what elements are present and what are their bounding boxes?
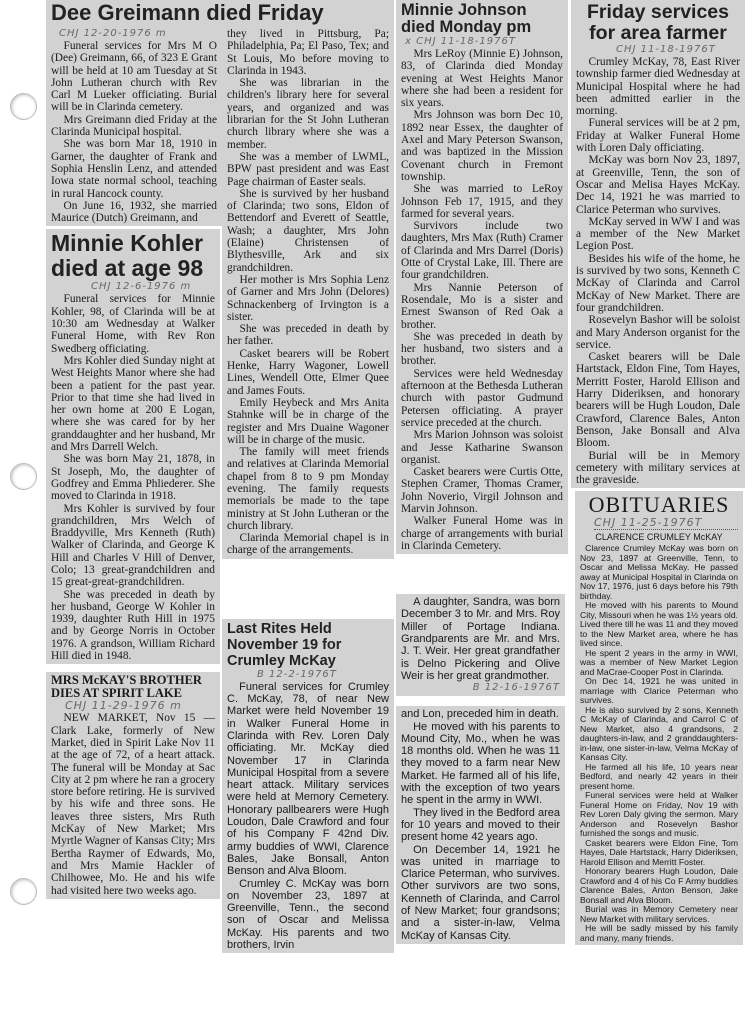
paragraph: Besides his wife of the home, he is survived by two sons, Kenneth C McKay of Clarinda and Carrol McKay of New Market. There are four grandchildren. [576,252,740,314]
paragraph: The family will meet friends and relatives at Clarinda Memorial chapel from 8 to 9 pm Monday evening. The family requests memorials be made to the tape ministry at St John Lutheran or the church library. [227,446,389,532]
article-text [401,596,560,682]
paragraph: Casket bearers will be Robert Henke, Harry Wagoner, Lowell Lines, Wendell Otte, Elmer Quee and James Fouts. [227,347,389,397]
date-note: CHJ 11-18-1976T [616,44,716,55]
article-text [401,708,560,942]
paragraph: She is survived by her husband of Clarinda; two sons, Eldon of Bettendorf and Everett of Seattle, Wash; a daughter, Mrs John (Elaine) Christensen of Blythesville, Ark and six grandchildren. [227,187,389,274]
paragraph: Crumley C. McKay was born on November 23, 1897 at Greenville, Tenn., the second son of Oscar and Melissa McKay. His parents and two brothers, Irvin [227,877,389,951]
paragraph: Honorary bearers Hugh Loudon, Dale Crawford and 4 of his Co F Army buddies Clarence Bales, Anton Benson, Jake Bonsall and Alva Bloom. [580,866,738,905]
paragraph: Mrs Greimann died Friday at the Clarinda Municipal hospital. [51,113,217,139]
paragraph: He farmed all his life, 10 years near Bedford, and nearly 42 years in their present home. [580,761,738,791]
date-note: CHJ 11-25-1976T [594,517,738,530]
column-2 [222,26,394,953]
article-text [576,56,740,486]
paragraph: Clarinda Memorial chapel is in charge of the arrangements. [227,532,389,557]
clipping-last-rites [222,619,394,954]
clipping-obituaries [575,491,743,945]
paragraph: Services were held Wednesday afternoon at the Bethesda Lutheran church with pastor Gudmund Petersen officiating. A prayer service preceded at the church. [401,367,563,429]
paragraph: Rosevelyn Bashor will be soloist and Mary Anderson organist for the service. [576,314,740,351]
article-text [227,28,389,557]
paragraph: Clarence Crumley McKay was born on Nov 23, 1897 at Greenville, Tenn, to Oscar and Melissa McKay. He passed away at Municipal Hospital in Clarinda on Nov 17, 1976, just 6 days before his 79th birthday. [580,543,738,601]
paragraph: He moved with his parents to Mound City, Missouri when he was 1½ years old. Lived there till he was 11 and they moved to the New Market area, where he has lived since. [580,600,738,649]
last-rites-col2 [396,706,565,944]
paragraph: Funeral services will be at 2 pm, Friday at Walker Funeral Home with Loren Daly officiating. [576,117,740,155]
date-note: CHJ 12-20-1976 m [59,28,167,39]
paragraph: Mrs Johnson was born Dec 10, 1892 near Essex, the daughter of Axel and Mary Peterson Swanson, and was baptized in the Mission Covenant church in Fremont township. [401,109,563,183]
paragraph: Funeral services were held at Walker Funeral Home on Friday, Nov 19 with Rev Loren Daly giving the sermon. Mary Anderson and Rosevelyn Bashor furnished the songs and music. [580,790,738,839]
binder-hole [10,463,37,490]
paragraph: He will be sadly missed by his family and many, many friends. [580,923,738,943]
paragraph: Burial was in Memory Cemetery near New Market with military services. [580,904,738,924]
paragraph: NEW MARKET, Nov 15 — Clark Lake, formerly of New Market, died in Spirit Lake Nov 11 at the age of 72, of a heart attack. The funeral will be Monday at Sac City at 2 pm where he ran a grocery store before retiring. He is survived by his wife and three sons. He leaves three sisters, Mrs Ruth McKay of New Market; Mrs Myrtle Wagner of Kansas City; Mrs Bertha Raymer of Edwards, Mo, and Mrs Mamie Hackler of Chilhowee, Mo. He and his wife had visited here two weeks ago. [51,712,215,897]
paragraph: She was married to LeRoy Johnson Feb 17, 1915, and they farmed for several years. [401,183,563,220]
paragraph: On Dec 14, 1921 he was united in marriage with Clarice Peterman who survives. [580,676,738,706]
date-note: B 12-2-1976T [257,668,337,680]
greimann-headline-strip [46,0,394,26]
paragraph: McKay was born Nov 23, 1897, at Greenville, Tenn, the son of Oscar and Melisa Hayes McKay. Dec 14, 1921 he was married to Clarice Peterman who survives. [576,154,740,216]
date-note: B 12-16-1976T [472,682,560,694]
clipping-johnson [396,0,568,554]
paragraph: Casket bearers were Eldon Fine, Tom Hayes, Dale Hartstack, Harry Dideriksen, Harold Ellison and Merritt Foster. [580,837,738,867]
paragraph: She was preceded in death by her husband, two sisters and a brother. [401,330,563,368]
article-text [51,712,215,896]
paragraph: Casket bearers will be Dale Hartstack, Eldon Fine, Tom Hayes, Merritt Foster, Harold Ellison and Harry Dideriksen, and honorary bearers will be Hugh Loudon, Dale Crawford, Clarence Bales, Anton Benson, Jake Bonsall and Alva Bloom. [576,351,740,450]
paragraph: Mrs Marion Johnson was soloist and Jesse Katharine Swanson organist. [401,429,563,466]
paragraph: Mrs Kohler is survived by four grandchildren, Mrs Welch of Braddyville, Mrs Kenneth (Ruth) Walker of Clarinda, and George K Hill and Charles V Hill of Denver, Colo; 13 great-grandchildren and 15 great-great-grandchildren. [51,502,215,589]
headline: MRS McKAY'S BROTHER DIES AT SPIRIT LAKE [51,673,202,701]
paragraph: She was preceded in death by her husband, George W Kohler in 1939, daughter Ruth Hill in 1975 and by George Norris in October 1976. A grandson, William Richard Hill died in 1948. [51,588,215,663]
paragraph: He moved with his parents to Mound City, Mo., when he was 18 months old. When he was 11 they moved to a farm near New Market. He farmed all of his life, with the exception of two years he spent in the army in WWI. [401,720,560,807]
headline: Minnie Kohler died at age 98 [51,230,204,282]
paragraph: Mrs LeRoy (Minnie E) Johnson, 83, of Clarinda died Monday evening at West Heights Manor where she had been a resident for six years. [401,48,563,110]
paragraph: A daughter, Sandra, was born December 3 to Mr. and Mrs. Roy Miller of Portage Indiana. Grandparents are Mr. and Mrs. J. T. Weir. Her great grandfather is Delno Pickering and Olive Weir is her great grandmother. [401,596,560,682]
date-note: CHJ 12-6-1976 m [91,281,192,293]
article-text [580,544,738,943]
binder-hole [10,93,37,120]
paragraph: Mrs Nannie Peterson of Rosendale, Mo is a sister and Ernest Swanson of Red Oak a brother. [401,281,563,331]
clipping-spirit-lake [46,672,220,898]
paragraph: Burial will be in Memory cemetery with military services at the graveside. [576,449,740,487]
paragraph: McKay served in WW I and was a member of the New Market Legion Post. [576,215,740,253]
paragraph: On December 14, 1921 he was united in marriage to Clarice Peterman, who survives. Other survivors are two sons, Kenneth of Clarinda, and Carrol of New Market; four grandsons; and a sister-in-law, Velma McKay of Kansas City. [401,843,560,942]
date-note: CHJ 11-29-1976 m [65,699,182,713]
greimann-col1 [46,26,222,226]
clipping-birth-sandra [396,594,565,696]
column-3 [396,0,568,944]
headline: Last Rites Held November 19 for Crumley McKay [227,620,342,669]
paragraph: He is also survived by 2 sons, Kenneth C McKay of Clarinda, and Carrol C of New Market, also 4 grandsons, 2 daughters-in-law, and 2 granddaughters-in-law, one sister-in-law, Velma McKay of Kansas City. [580,704,738,763]
paragraph: they lived in Pittsburg, Pa; Philadelphia, Pa; El Paso, Tex; and St Louis, Mo before moving to Clarinda in 1943. [227,28,389,77]
headline: Friday services for area farmer [586,1,729,44]
paragraph: On June 16, 1932, she married Maurice (Dutch) Greimann, and [51,199,217,225]
article-text [227,681,389,952]
paragraph: She was a member of LWML, BPW past president and was East Page chairman of Easter seals. [227,150,389,188]
paragraph: They lived in the Bedford area for 10 years and moved to their present home 42 years ago. [401,806,560,844]
paragraph: Funeral services for Mrs M O (Dee) Greimann, 66, of 323 E Grant will be held at 10 am Tuesday at St John Lutheran church with Rev Carl M Lueker officiating. Burial will be in Clarinda cemetery. [51,40,217,114]
paragraph: Walker Funeral Home was in charge of arrangements with burial in Clarinda Cemetery. [401,515,563,552]
paragraph: Casket bearers were Curtis Otte, Stephen Cramer, Thomas Cramer, John Noverio, Virgil Johnson and Marvin Johnson. [401,466,563,515]
paragraph: and Lon, preceded him in death. [401,708,559,721]
paragraph: She was born Mar 18, 1910 in Garner, the daughter of Frank and Sophia Henslin Lenz, and attended Iowa state normal school, teaching in rural Hancock county. [51,138,217,200]
binder-hole [10,878,37,905]
paragraph: Mrs Kohler died Sunday night at West Heights Manor where she had been a patient for the past year. Prior to that time she had lived in her own home at 200 E Logan, where she was cared for by her granddaughter and her husband, Mr and Mrs Darrell Welch. [51,354,215,454]
clipping-friday-services [571,0,745,488]
paragraph: She was librarian in the children's library here for several years, and organized and was librarian for the St John Lutheran church library where she was a member. [227,77,389,151]
clipping-kohler [46,229,220,664]
article-text [51,293,215,662]
paragraph: He spent 2 years in the army in WWI, was a member of New Market Legion and MaCrae-Cooper Post in Clarinda. [580,647,738,677]
paragraph: Her mother is Mrs Sophia Lenz of Garner and Mrs John (Delores) Schnackenberg of Irvington is a sister. [227,273,389,323]
greimann-col2 [222,26,394,559]
column-4 [571,0,745,945]
headline: OBITUARIES [588,492,730,518]
paragraph: She was born May 21, 1878, in St Joseph, Mo, the daughter of Godfrey and Emma Phliederer. She moved to Clarinda in 1918. [51,453,215,503]
paragraph: Funeral services for Crumley C. McKay, 78, of near New Market were held November 19 in Walker Funeral Home in Clarinda with Rev. Loren Daly officiating. Mr. McKay died November 17 in Clarinda Municipal Hospital from a severe heart attack. Military services were held at Memory Cemetery. Honorary pallbearers were Hugh Loudon, Dale Crawford and four of his Company F 42nd Div. army buddies of WWI, Clarence Bales, Jake Bonsall, Anton Benson and Alva Bloom. [227,680,389,878]
paragraph: Funeral services for Minnie Kohler, 98, of Clarinda will be at 10:30 am Wednesday at Walker Funeral Home, with Rev Ron Swedberg officiating. [51,293,215,355]
paragraph: Crumley McKay, 78, East River township farmer died Wednesday at Municipal Hospital where he had been admitted earlier in the morning. [576,56,740,118]
headline: Minnie Johnson died Monday pm [401,1,532,36]
article-text [401,48,563,552]
article-text [51,40,217,224]
paragraph: She was preceded in death by her father. [227,323,389,348]
date-note: x CHJ 11-18-1976T [405,36,516,47]
headline: Dee Greimann died Friday [51,0,324,25]
subhead: CLARENCE CRUMLEY McKAY [595,532,723,543]
paragraph: Survivors include two daughters, Mrs Max (Ruth) Cramer of Clarinda and Mrs Darrel (Doris) Otte of Crystal Lake, Ill. There are four grandchildren. [401,220,563,282]
paragraph: Emily Heybeck and Mrs Anita Stahnke will be in charge of the register and Mrs Duaine Wagoner will be in charge of the music. [227,396,389,446]
